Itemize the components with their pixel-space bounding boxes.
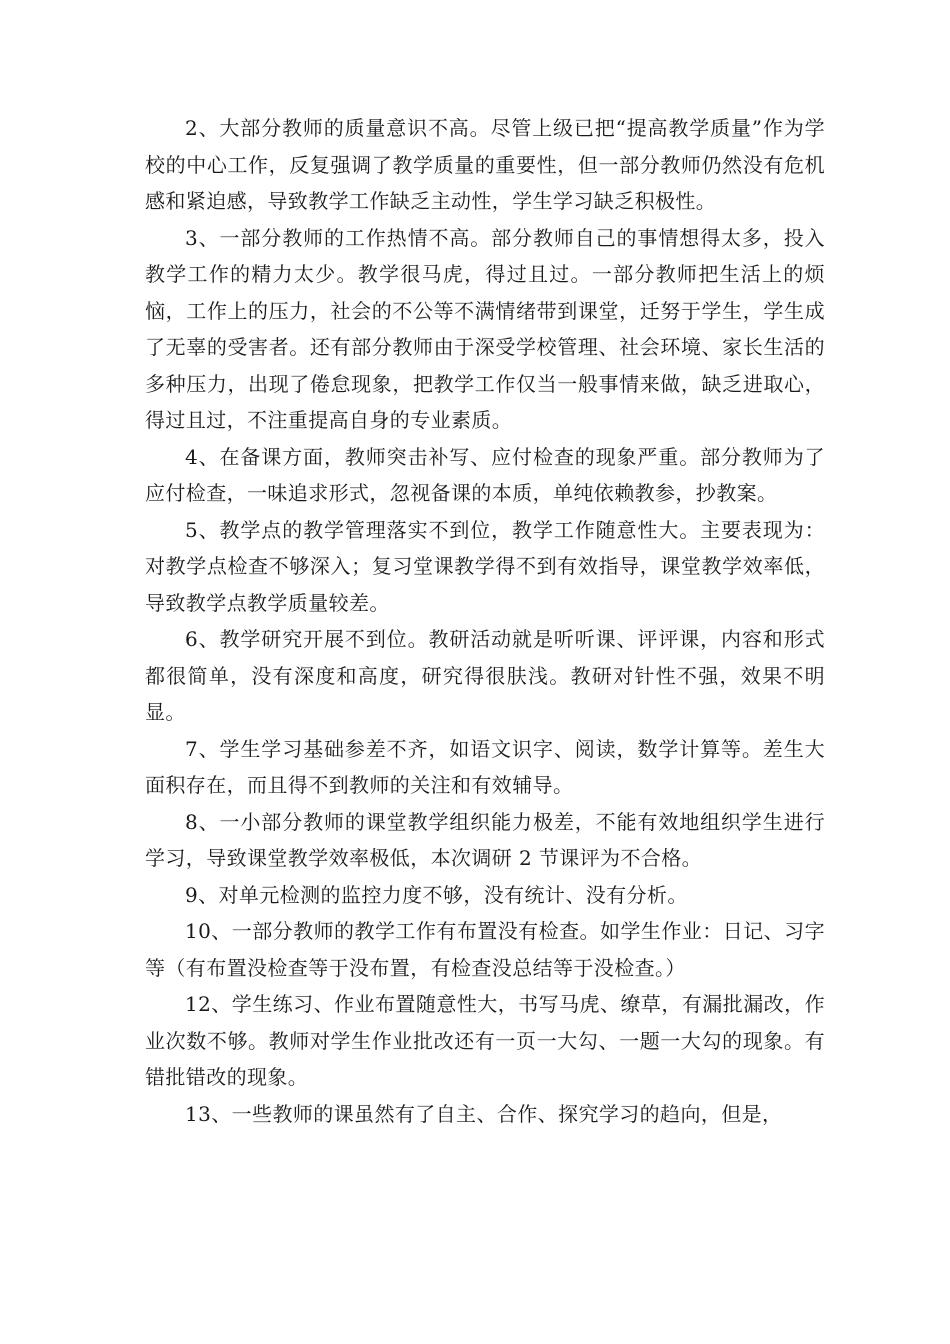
paragraph-item-3: 3、一部分教师的工作热情不高。部分教师自己的事情想得太多，投入教学工作的精力太少。教学很马虎，得过且过。一部分教师把生活上的烦恼，工作上的压力，社会的不公等不满情绪带到课堂，迁努于学生，学生成了无辜的受害者。还有部分教师由于深受学校管理、社会环境、家长生活的多种压力，出现了倦怠现象，把教学工作仅当一般事情来做，缺乏进取心，得过且过，不注重提高自身的专业素质。 [145, 225, 825, 432]
paragraph-item-10: 10、一部分教师的教学工作有布置没有检查。如学生作业：日记、习字等（有布置没检查等于没布置，有检查没总结等于没检查。） [145, 919, 825, 980]
paragraph-item-2: 2、大部分教师的质量意识不高。尽管上级已把“提高教学质量”作为学校的中心工作，反复强调了教学质量的重要性，但一部分教师仍然没有危机感和紧迫感，导致教学工作缺乏主动性，学生学习缺乏积极性。 [145, 116, 825, 213]
paragraph-item-4: 4、在备课方面，教师突击补写、应付检查的现象严重。部分教师为了应付检查，一味追求形式，忽视备课的本质，单纯依赖教参，抄教案。 [145, 444, 825, 505]
paragraph-item-12: 12、学生练习、作业布置随意性大，书写马虎、缭草，有漏批漏改，作业次数不够。教师对学生作业批改还有一页一大勾、一题一大勾的现象。有错批错改的现象。 [145, 992, 825, 1089]
paragraph-item-8: 8、一小部分教师的课堂教学组织能力极差，不能有效地组织学生进行学习，导致课堂教学效率极低，本次调研 2 节课评为不合格。 [145, 809, 825, 870]
paragraph-item-13: 13、一些教师的课虽然有了自主、合作、探究学习的趋向，但是， [185, 1101, 783, 1126]
paragraph-item-9: 9、对单元检测的监控力度不够，没有统计、没有分析。 [185, 882, 688, 907]
paragraph-item-7: 7、学生学习基础参差不齐，如语文识字、阅读，数学计算等。差生大面积存在，而且得不到教师的关注和有效辅导。 [145, 736, 825, 797]
paragraph-item-6: 6、教学研究开展不到位。教研活动就是听听课、评评课，内容和形式都很简单，没有深度和高度，研究得很肤浅。教研对针性不强，效果不明显。 [145, 627, 825, 724]
document-body [145, 110, 825, 1132]
paragraph-item-5: 5、教学点的教学管理落实不到位，教学工作随意性大。主要表现为：对教学点检查不够深入；复习堂课教学得不到有效指导，课堂教学效率低，导致教学点教学质量较差。 [145, 517, 825, 615]
